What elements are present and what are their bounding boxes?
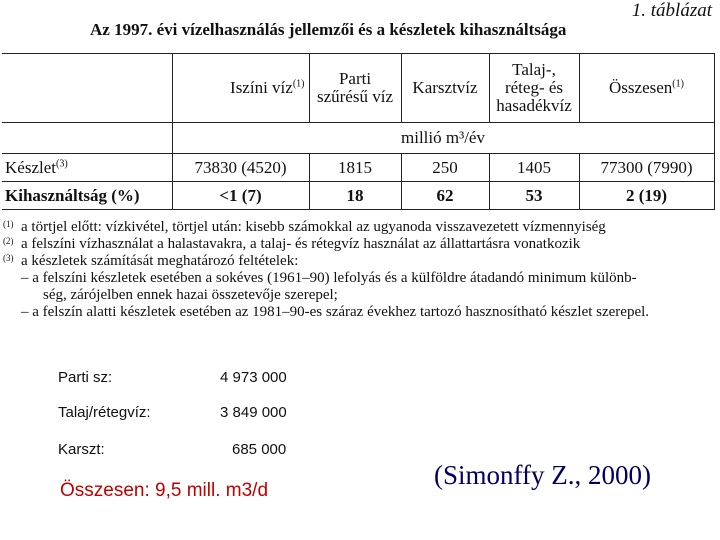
footnote-3: (3) a készletek számítását meghatározó feltételek: bbox=[3, 253, 299, 269]
footnote-3-sub-1-cont: ség, zárójelben ennek hazai összetevője szerepel; bbox=[43, 287, 338, 303]
footnote-2: (2) a felszíni vízhasználat a halastavakra, a talaj- és rétegvíz használat az állattartásra vonatkozik bbox=[3, 236, 581, 252]
table-cell: 53 bbox=[489, 182, 579, 210]
header-total: Összesen$^{(1)}$ bbox=[579, 54, 714, 123]
footnote-3-sub-2: – a felszín alatti készletek esetében az 1981–90-es száraz évekhez tartozó hasznosítható készlet szerepel. bbox=[21, 304, 650, 320]
header-karst-water: Karsztvíz bbox=[401, 54, 489, 123]
table-number-label: 1. táblázat bbox=[631, 0, 712, 21]
units-label: millió m³/év bbox=[172, 123, 714, 154]
summary-value-ground: 3 849 000 bbox=[220, 404, 287, 421]
summary-total: Összesen: 9,5 mill. m3/d bbox=[60, 480, 269, 501]
table-cell: 62 bbox=[401, 182, 489, 210]
table-cell: 73830 (4520) bbox=[172, 154, 309, 182]
table-cell: <1 (7) bbox=[172, 182, 309, 210]
table-cell: 250 bbox=[401, 154, 489, 182]
table-header-row bbox=[2, 54, 714, 123]
summary-value-karst: 685 000 bbox=[232, 441, 287, 458]
summary-label-bank-filtered: Parti sz: bbox=[58, 369, 113, 386]
table-row-resource bbox=[2, 154, 714, 182]
units-row bbox=[2, 123, 714, 154]
table-cell: 77300 (7990) bbox=[579, 154, 714, 182]
header-empty-cell bbox=[2, 54, 172, 123]
units-empty-cell bbox=[2, 123, 172, 154]
water-use-table bbox=[2, 53, 715, 210]
summary-label-ground: Talaj/rétegvíz: bbox=[58, 404, 151, 421]
table-cell: 2 (19) bbox=[579, 182, 714, 210]
table-cell: 18 bbox=[309, 182, 401, 210]
header-ground-water: Talaj-, réteg- és hasadékvíz bbox=[489, 54, 579, 123]
table-row-utilization bbox=[2, 182, 714, 210]
table-footnotes bbox=[3, 219, 715, 321]
row-label-utilization: Kihasználtság (%) bbox=[2, 182, 172, 210]
summary-label-karst: Karszt: bbox=[58, 441, 105, 458]
header-bank-filtered-water: Parti szűrésű víz bbox=[309, 54, 401, 123]
table-cell: 1405 bbox=[489, 154, 579, 182]
footnote-3-sub-1: – a felszíni készletek esetében a sokéves (1961–90) lefolyás és a külföldre átadandó minimum különb- bbox=[21, 270, 637, 286]
header-surface-water: Iszíni víz$^{(1)}$ bbox=[172, 54, 309, 123]
row-label-resource: Készlet$^{(3)}$ bbox=[2, 154, 172, 182]
source-citation: (Simonffy Z., 2000) bbox=[434, 460, 651, 490]
summary-value-bank-filtered: 4 973 000 bbox=[220, 369, 287, 386]
table-cell: 1815 bbox=[309, 154, 401, 182]
table-title: Az 1997. évi vízelhasználás jellemzői és a készletek kihasználtsága bbox=[90, 20, 567, 39]
footnote-1: (1) a törtjel előtt: vízkivétel, törtjel után: kisebb számokkal az ugyanoda visszavezetett vízmennyiség bbox=[3, 219, 606, 235]
